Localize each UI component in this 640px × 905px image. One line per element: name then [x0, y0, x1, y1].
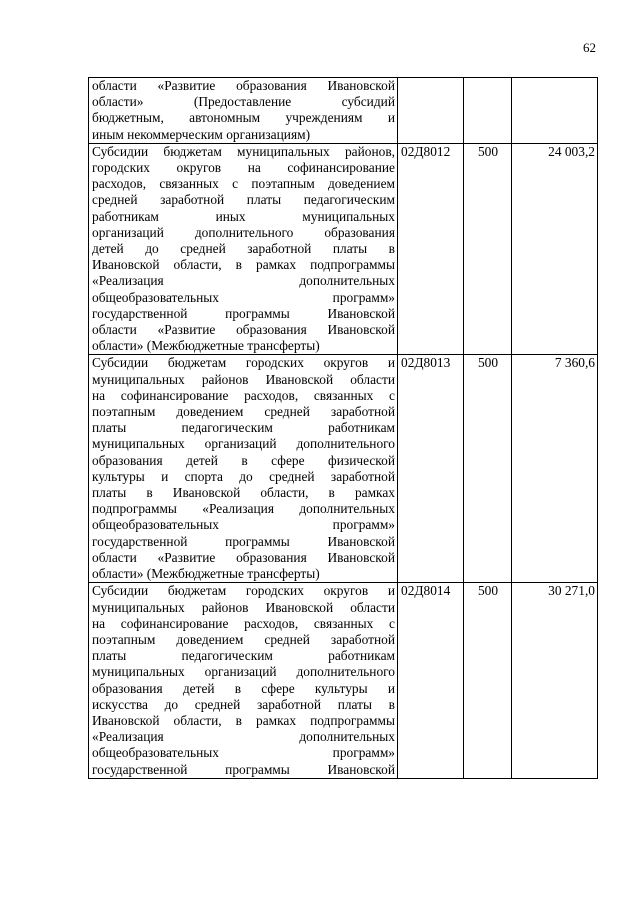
row-description	[89, 583, 398, 778]
description-line: Субсидии бюджетам муниципальных районов,	[92, 143, 395, 159]
row-description	[89, 143, 398, 355]
description-line: муниципальных районов Ивановской области	[92, 599, 395, 615]
description-line: Ивановской области, в рамках подпрограммы	[92, 257, 395, 273]
description-line: общеобразовательных программ»	[92, 517, 395, 533]
amount	[512, 78, 598, 144]
description-line: платы педагогическим работникам	[92, 648, 395, 664]
description-line: городских округов на софинансирование	[92, 160, 395, 176]
description-line: подпрограммы «Реализация дополнительных	[92, 501, 395, 517]
description-line: работникам иных муниципальных	[92, 208, 395, 224]
description-line: платы педагогическим работникам	[92, 420, 395, 436]
amount: 30 271,0	[512, 583, 598, 778]
description-line: на софинансирование расходов, связанных с	[92, 615, 395, 631]
description-line: бюджетным, автономным учреждениям и	[92, 110, 395, 126]
expense-type-code: 500	[464, 355, 512, 583]
expense-type-code	[464, 78, 512, 144]
target-article-code: 02Д8014	[398, 583, 464, 778]
description-line: поэтапным доведением средней заработной	[92, 631, 395, 647]
description-line: области» (Предоставление субсидий	[92, 94, 395, 110]
description-line: муниципальных организаций дополнительного	[92, 664, 395, 680]
description-line: Субсидии бюджетам городских округов и	[92, 583, 395, 599]
description-line: образования детей в сфере культуры и	[92, 680, 395, 696]
description-line: области» (Межбюджетные трансферты)	[92, 338, 320, 354]
description-line: иным некоммерческим организациям)	[92, 126, 311, 142]
description-line: детей до средней заработной платы в	[92, 241, 395, 257]
description-line: поэтапным доведением средней заработной	[92, 404, 395, 420]
target-article-code	[398, 78, 464, 144]
row-description	[89, 355, 398, 583]
description-line: государственной программы Ивановской	[92, 761, 395, 777]
description-line: области «Развитие образования Ивановской	[92, 78, 395, 93]
expense-type-code: 500	[464, 143, 512, 355]
description-line: общеобразовательных программ»	[92, 289, 395, 305]
description-line: культуры и спорта до средней заработной	[92, 468, 395, 484]
description-line: платы в Ивановской области, в рамках	[92, 485, 395, 501]
table-row	[89, 78, 598, 144]
description-line: муниципальных организаций дополнительного	[92, 436, 395, 452]
amount: 7 360,6	[512, 355, 598, 583]
description-line: Ивановской области, в рамках подпрограммы	[92, 712, 395, 728]
description-line: средней заработной платы педагогическим	[92, 192, 395, 208]
description-line: организаций дополнительного образования	[92, 224, 395, 240]
description-line: «Реализация дополнительных	[92, 729, 395, 745]
target-article-code: 02Д8013	[398, 355, 464, 583]
description-line: муниципальных районов Ивановской области	[92, 371, 395, 387]
description-line: общеобразовательных программ»	[92, 745, 395, 761]
expense-type-code: 500	[464, 583, 512, 778]
description-line: на софинансирование расходов, связанных с	[92, 387, 395, 403]
table-row	[89, 143, 598, 355]
description-line: государственной программы Ивановской	[92, 533, 395, 549]
table-row	[89, 355, 598, 583]
amount: 24 003,2	[512, 143, 598, 355]
description-line: расходов, связанных с поэтапным доведением	[92, 176, 395, 192]
target-article-code: 02Д8012	[398, 143, 464, 355]
description-line: Субсидии бюджетам городских округов и	[92, 355, 395, 371]
row-description	[89, 78, 398, 144]
description-line: области «Развитие образования Ивановской	[92, 322, 395, 338]
description-line: области» (Межбюджетные трансферты)	[92, 566, 320, 582]
description-line: искусства до средней заработной платы в	[92, 696, 395, 712]
description-line: области «Развитие образования Ивановской	[92, 549, 395, 565]
table-row	[89, 583, 598, 778]
description-line: образования детей в сфере физической	[92, 452, 395, 468]
budget-table	[88, 77, 598, 779]
page-number: 62	[583, 40, 596, 55]
description-line: «Реализация дополнительных	[92, 273, 395, 289]
description-line: государственной программы Ивановской	[92, 305, 395, 321]
